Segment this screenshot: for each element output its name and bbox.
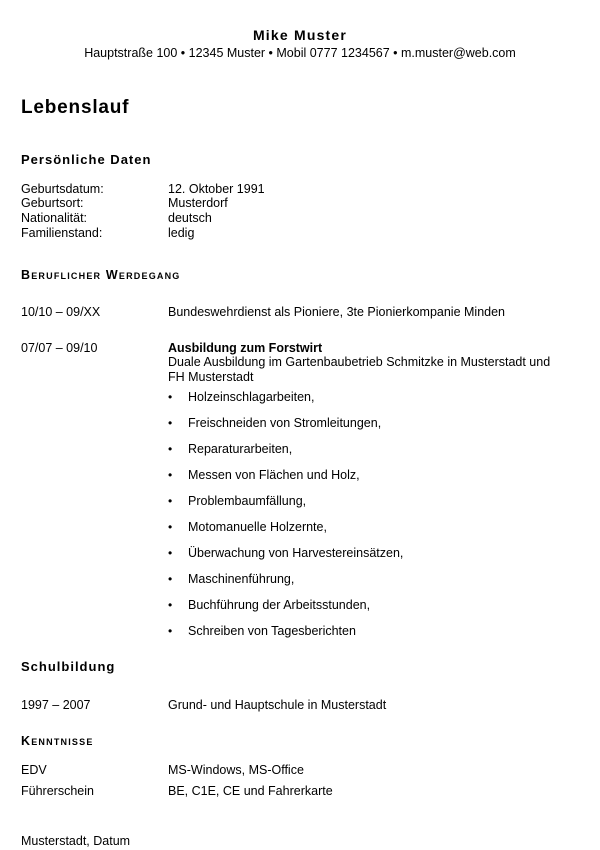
section-heading-skills: Kenntnisse	[21, 734, 94, 748]
applicant-name: Mike Muster	[252, 27, 348, 43]
school-period: 1997 – 2007	[21, 698, 91, 712]
list-item: Holzeinschlagarbeiten,	[188, 390, 315, 404]
bullet-icon: •	[168, 416, 173, 430]
personal-value-marital: ledig	[168, 226, 195, 240]
skills-label-license: Führerschein	[21, 784, 94, 798]
personal-value-nationality: deutsch	[168, 211, 212, 225]
school-description: Grund- und Hauptschule in Musterstadt	[168, 698, 387, 712]
personal-label-nationality: Nationalität:	[21, 211, 88, 225]
document-title: Lebenslauf	[21, 97, 130, 118]
bullet-icon: •	[168, 598, 173, 612]
contact-line: Hauptstraße 100 • 12345 Muster • Mobil 0777 1234567 • m.muster@web.com	[84, 46, 516, 60]
skills-value-license: BE, C1E, CE und Fahrerkarte	[168, 784, 333, 798]
list-item: Buchführung der Arbeitsstunden,	[188, 598, 371, 612]
place-date: Musterstadt, Datum	[21, 834, 131, 848]
personal-label-marital: Familienstand:	[21, 226, 103, 240]
skills-label-edv: EDV	[21, 763, 47, 777]
section-heading-career: Beruflicher Werdegang	[21, 268, 181, 282]
list-item: Motomanuelle Holzernte,	[188, 520, 327, 534]
list-item: Reparaturarbeiten,	[188, 442, 293, 456]
personal-value-birthplace: Musterdorf	[168, 196, 228, 210]
career-description: Duale Ausbildung im Gartenbaubetrieb Schmitzke in Musterstadt und	[168, 355, 551, 369]
bullet-icon: •	[168, 390, 173, 404]
bullet-icon: •	[168, 520, 173, 534]
bullet-icon: •	[168, 624, 173, 638]
bullet-icon: •	[168, 494, 173, 508]
personal-value-birthdate: 12. Oktober 1991	[168, 182, 265, 196]
section-heading-personal: Persönliche Daten	[21, 152, 152, 167]
career-period: 07/07 – 09/10	[21, 341, 98, 355]
skills-value-edv: MS-Windows, MS-Office	[168, 763, 304, 777]
list-item: Problembaumfällung,	[188, 494, 307, 508]
bullet-icon: •	[168, 442, 173, 456]
personal-label-birthdate: Geburtsdatum:	[21, 182, 104, 196]
bullet-icon: •	[168, 468, 173, 482]
list-item: Schreiben von Tagesberichten	[188, 624, 356, 638]
personal-label-birthplace: Geburtsort:	[21, 196, 84, 210]
bullet-icon: •	[168, 572, 173, 586]
section-heading-school: Schulbildung	[21, 659, 116, 674]
list-item: Messen von Flächen und Holz,	[188, 468, 360, 482]
career-title: Ausbildung zum Forstwirt	[168, 341, 323, 355]
list-item: Freischneiden von Stromleitungen,	[188, 416, 382, 430]
bullet-icon: •	[168, 546, 173, 560]
career-description: FH Musterstadt	[168, 370, 254, 384]
list-item: Überwachung von Harvestereinsätzen,	[188, 546, 404, 560]
career-period: 10/10 – 09/XX	[21, 305, 101, 319]
career-description: Bundeswehrdienst als Pioniere, 3te Pionierkompanie Minden	[168, 305, 506, 319]
list-item: Maschinenführung,	[188, 572, 295, 586]
